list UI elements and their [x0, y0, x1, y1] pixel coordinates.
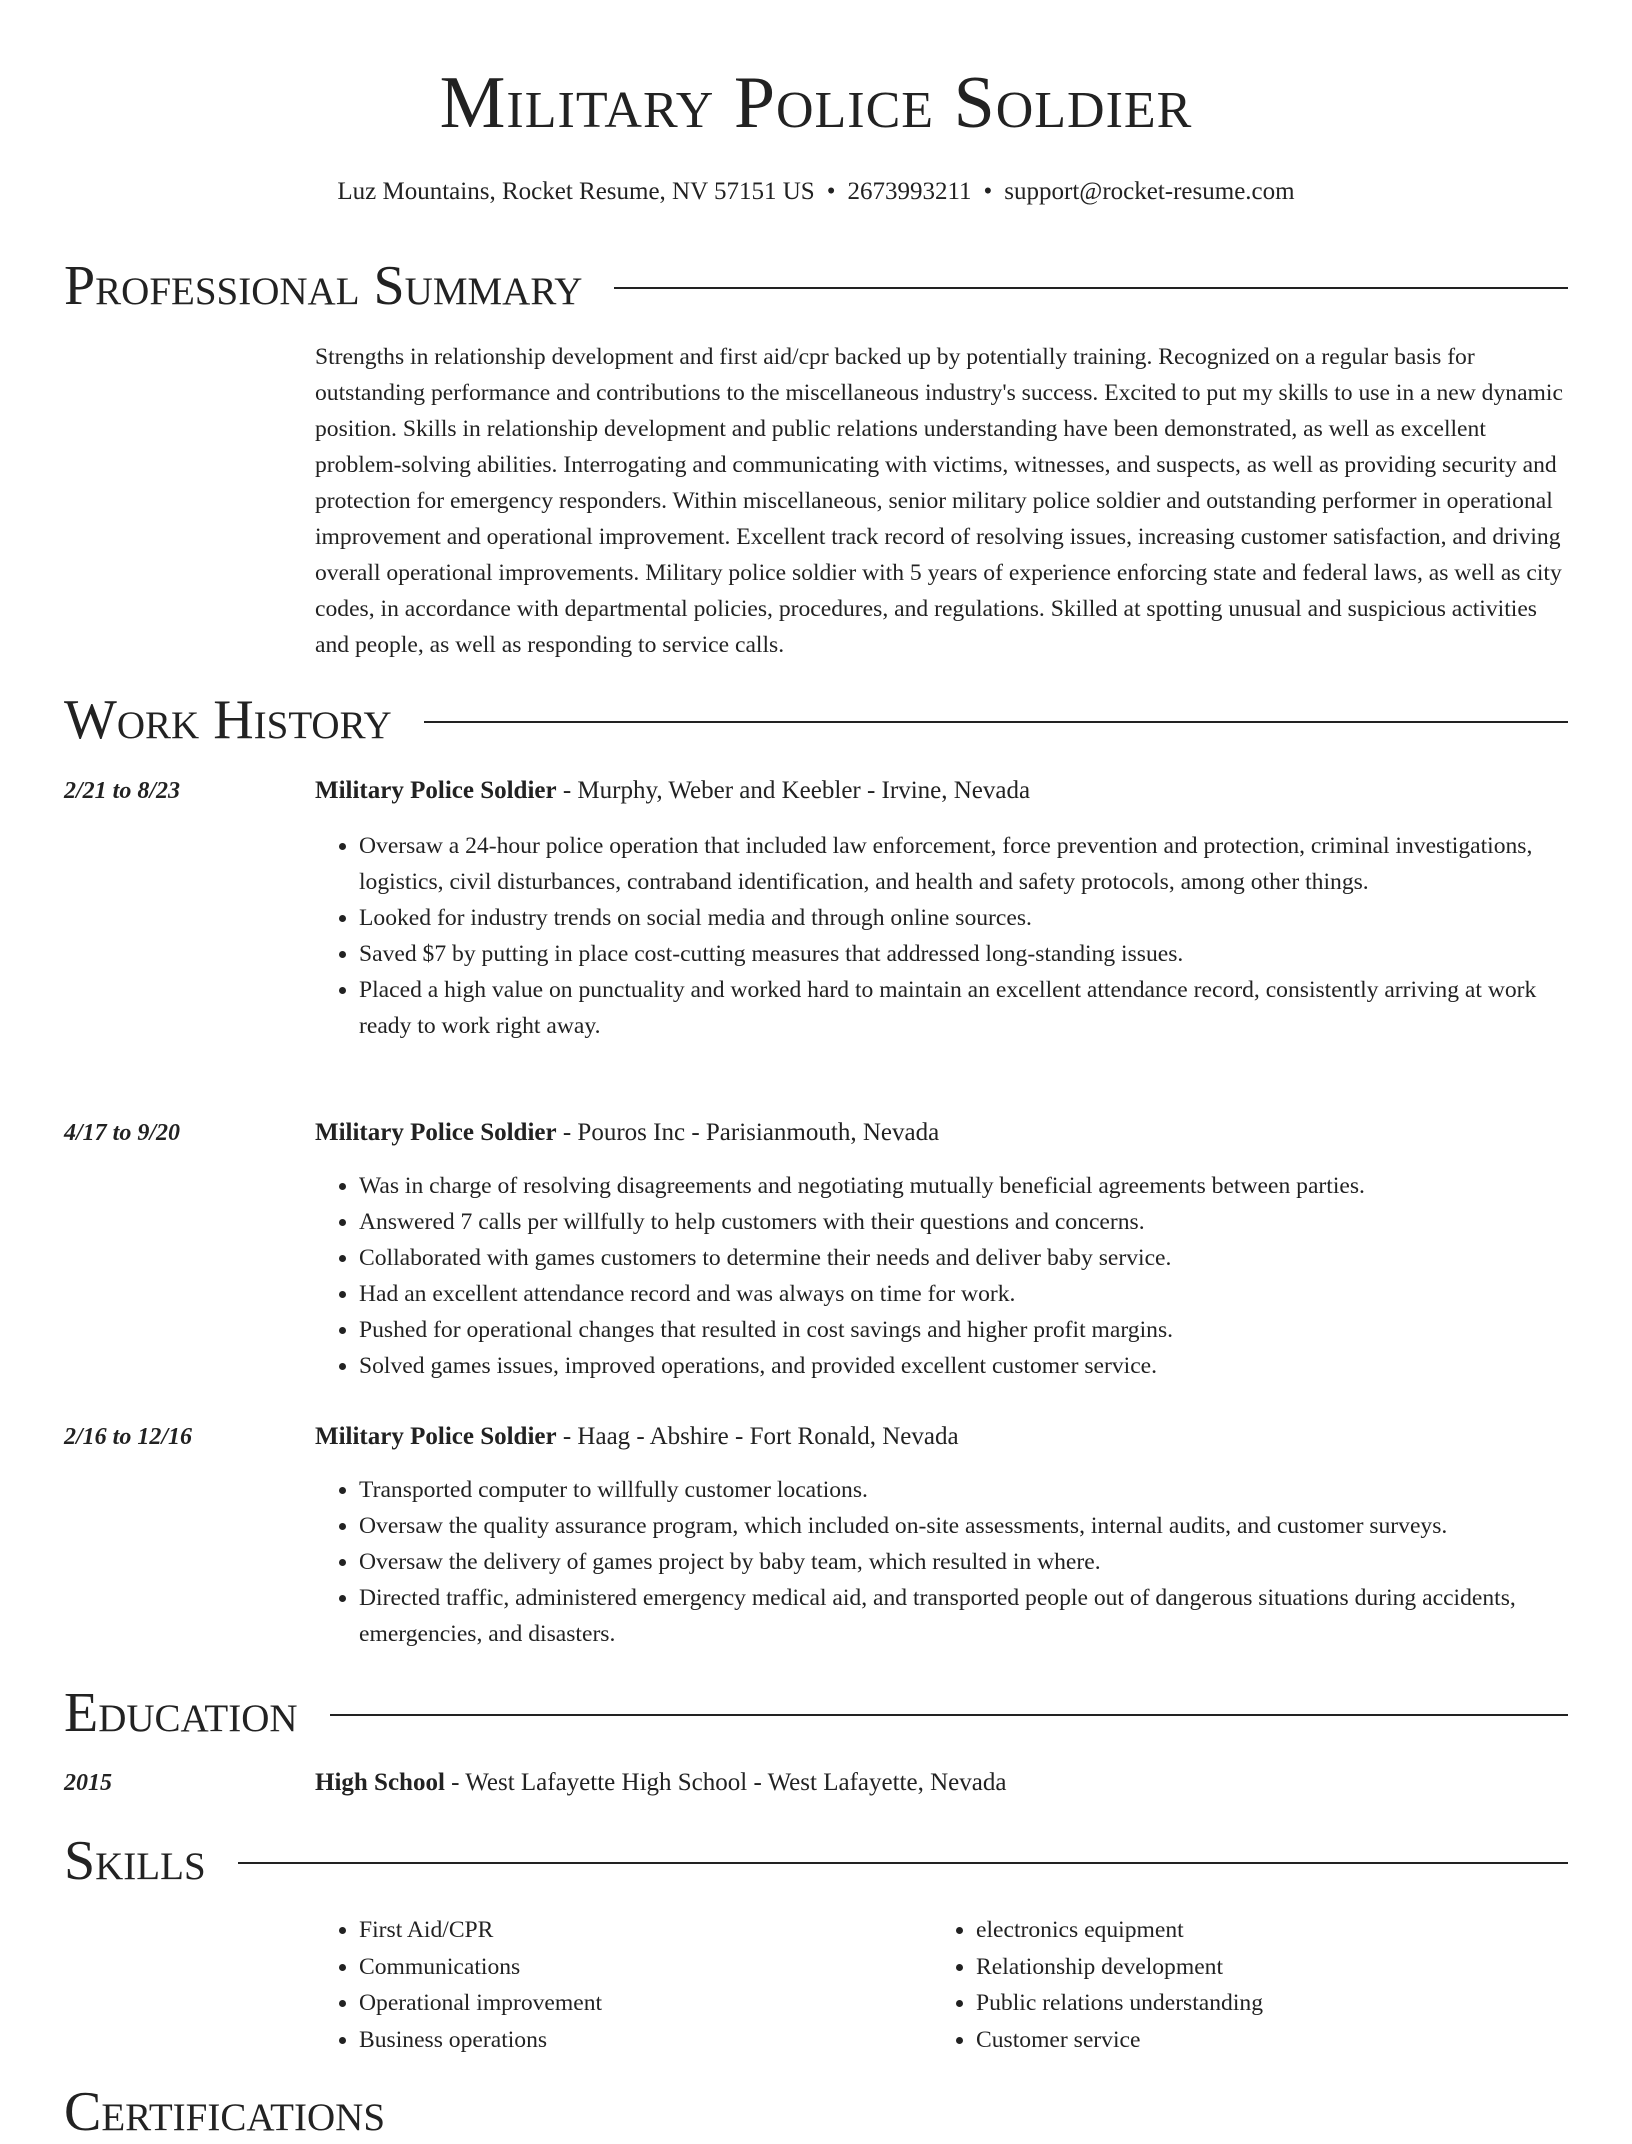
job-heading	[315, 1420, 1568, 1454]
education-heading	[315, 1766, 1568, 1800]
contact-address: Luz Mountains, Rocket Resume, NV 57151 US	[337, 178, 815, 205]
section-heading-certifications: Certifications	[64, 2081, 386, 2143]
job-bullet: • Placed a high value on punctuality and worked hard to maintain an excellent attendance record, consistently arriving at work ready to work right away.	[359, 972, 1568, 1044]
job-details: - Pouros Inc - Parisianmouth, Nevada	[556, 1119, 940, 1146]
contact-email: support@rocket-resume.com	[1004, 178, 1295, 205]
job-bullet: • Pushed for operational changes that resulted in cost savings and higher profit margins.	[359, 1312, 1568, 1348]
job-title: Military Police Soldier	[315, 777, 557, 804]
job-bullet: • Answered 7 calls per willfully to help customers with their questions and concerns.	[359, 1204, 1568, 1240]
skill-item: • electronics equipment	[976, 1912, 1512, 1949]
job-bullet: • Looked for industry trends on social media and through online sources.	[359, 900, 1568, 936]
resume-title: Military Police Soldier	[439, 62, 1193, 144]
job-bullet-list	[315, 828, 1568, 1044]
separator-dot: •	[826, 178, 836, 205]
education-degree: High School	[315, 1769, 445, 1796]
job-heading	[315, 1116, 1568, 1150]
section-title: Professional Summary	[64, 255, 583, 317]
job-bullet: • Oversaw the quality assurance program, which included on-site assessments, internal audits, and customer surveys.	[359, 1508, 1568, 1544]
job-bullet: • Was in charge of resolving disagreements and negotiating mutually beneficial agreements between parties.	[359, 1168, 1568, 1204]
skill-item: • Communications	[359, 1949, 895, 1986]
job-bullet: • Saved $7 by putting in place cost-cutting measures that addressed long-standing issues.	[359, 936, 1568, 972]
job-dates: 2/21 to 8/23	[64, 778, 181, 804]
section-heading-summary	[64, 254, 1568, 318]
skill-item: • First Aid/CPR	[359, 1912, 895, 1949]
section-heading-skills	[64, 1829, 1568, 1893]
job-heading	[315, 774, 1568, 808]
section-divider	[330, 1714, 1568, 1716]
contact-phone: 2673993211	[847, 178, 972, 205]
job-bullet: • Collaborated with games customers to determine their needs and deliver baby service.	[359, 1240, 1568, 1276]
job-title: Military Police Soldier	[315, 1423, 557, 1450]
job-details: - Haag - Abshire - Fort Ronald, Nevada	[556, 1423, 959, 1450]
section-divider	[424, 721, 1568, 723]
job-bullet: • Solved games issues, improved operations, and provided excellent customer service.	[359, 1348, 1568, 1384]
job-title: Military Police Soldier	[315, 1119, 557, 1146]
section-title: Work History	[64, 689, 392, 751]
summary-paragraph: Strengths in relationship development and first aid/cpr backed up by potentially training. Recognized on a regular basis for outstanding performance and contributions to the miscellaneous industry's success. Excited to put my skills to use in a new dynamic position. Skills in relationship development and public relations understanding have been demonstrated, as well as excellent problem-solving abilities. Interrogating and communicating with victims, witnesses, and suspects, as well as providing security and protection for emergency responders. Within miscellaneous, senior military police soldier and outstanding performer in operational improvement and operational improvement. Excellent track record of resolving issues, increasing customer satisfaction, and driving overall operational improvements. Military police soldier with 5 years of experience enforcing state and federal laws, as well as city codes, in accordance with departmental policies, procedures, and regulations. Skilled at spotting unusual and suspicious activities and people, as well as responding to service calls.	[315, 344, 1563, 658]
skill-item: • Relationship development	[976, 1949, 1512, 1986]
job-bullet: • Transported computer to willfully customer locations.	[359, 1472, 1568, 1508]
job-bullet: • Oversaw a 24-hour police operation that included law enforcement, force prevention and protection, criminal investigations, logistics, civil disturbances, contraband identification, and health and safety protocols, among other things.	[359, 828, 1568, 900]
contact-line	[0, 175, 1632, 209]
job-details: - Murphy, Weber and Keebler - Irvine, Nevada	[556, 777, 1031, 804]
job-dates: 4/17 to 9/20	[64, 1120, 181, 1146]
skills-list-left	[315, 1912, 895, 2059]
skill-item: • Public relations understanding	[976, 1985, 1512, 2022]
job-bullet: • Oversaw the delivery of games project by baby team, which resulted in where.	[359, 1544, 1568, 1580]
section-heading-work-history	[64, 688, 1568, 752]
separator-dot: •	[983, 178, 993, 205]
skills-list-right	[932, 1912, 1512, 2059]
job-dates: 2/16 to 12/16	[64, 1424, 193, 1450]
section-divider	[238, 1862, 1568, 1864]
education-details: - West Lafayette High School - West Lafayette, Nevada	[444, 1769, 1007, 1796]
education-year: 2015	[64, 1770, 112, 1796]
job-bullet: • Had an excellent attendance record and was always on time for work.	[359, 1276, 1568, 1312]
section-title: Education	[64, 1682, 298, 1744]
skill-item: • Operational improvement	[359, 1985, 895, 2022]
job-bullet-list	[315, 1168, 1568, 1384]
skill-item: • Business operations	[359, 2022, 895, 2059]
section-title: Skills	[64, 1830, 206, 1892]
section-divider	[614, 287, 1568, 289]
job-bullet: • Directed traffic, administered emergency medical aid, and transported people out of dangerous situations during accidents, emergencies, and disasters.	[359, 1580, 1568, 1652]
job-bullet-list	[315, 1472, 1568, 1652]
skill-item: • Customer service	[976, 2022, 1512, 2059]
section-heading-education	[64, 1681, 1568, 1745]
